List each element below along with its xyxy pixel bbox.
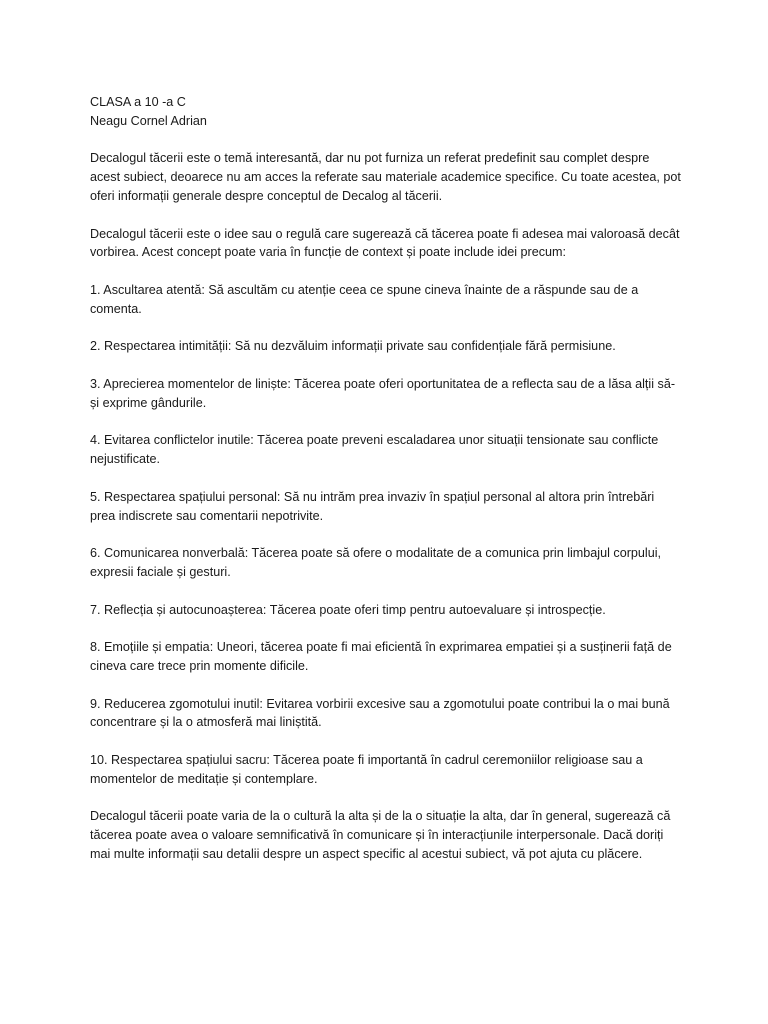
list-item: 5. Respectarea spațiului personal: Să nu intrăm prea invaziv în spațiul personal al altora prin întrebări prea indiscrete sau comentarii nepotrivite.: [90, 489, 655, 523]
conclusion-paragraph: Decalogul tăcerii poate varia de la o cultură la alta și de la o situație la alta, dar în general, sugerează că tăcerea poate avea o valoare semnificativă în comunicare și în interacțiunile interpersonale. Dacă doriți mai multe informații sau detalii despre un aspect specific al acestui subiect, vă pot ajuta cu plăcere.: [90, 809, 671, 861]
author-line: Neagu Cornel Adrian: [90, 113, 207, 128]
list-item: 8. Emoțiile și empatia: Uneori, tăcerea poate fi mai eficientă în exprimarea empatiei și a susținerii față de cineva care trece prin momente dificile.: [90, 640, 672, 673]
class-line: CLASA a 10 -a C: [90, 95, 186, 109]
intro-paragraph-2: Decalogul tăcerii este o idee sau o regulă care sugerează că tăcerea poate fi adesea mai valoroasă decât vorbirea. Acest concept poate varia în funcție de context și poate include idei precum:: [90, 226, 680, 260]
list-item: 10. Respectarea spațiului sacru: Tăcerea poate fi importantă în cadrul ceremoniilor religioase sau a momentelor de meditație și contemplare.: [90, 752, 643, 786]
list-item: 6. Comunicarea nonverbală: Tăcerea poate să ofere o modalitate de a comunica prin limbajul corpului, expresii faciale și gesturi.: [90, 546, 662, 579]
list-item: 9. Reducerea zgomotului inutil: Evitarea vorbirii excesive sau a zgomotului poate contribui la o mai bună concentrare și la o atmosferă mai liniștită.: [90, 696, 670, 730]
list-item: 3. Aprecierea momentelor de liniște: Tăcerea poate oferi oportunitatea de a reflecta sau de a lăsa alții să- și exprime gândurile.: [90, 376, 676, 410]
list-item: 4. Evitarea conflictelor inutile: Tăcerea poate preveni escaladarea unor situații tensionate sau conflicte nejustificate.: [90, 433, 659, 467]
list-item: 7. Reflecția și autocunoașterea: Tăcerea poate oferi timp pentru autoevaluare și introspecție.: [90, 602, 606, 617]
list-item: 2. Respectarea intimității: Să nu dezvăluim informații private sau confidențiale fără permisiune.: [90, 339, 616, 354]
list-item: 1. Ascultarea atentă: Să ascultăm cu atenție ceea ce spune cineva înainte de a răspunde sau de a comenta.: [90, 282, 639, 316]
decalog-list: [90, 281, 698, 789]
intro-paragraph-1: Decalogul tăcerii este o temă interesantă, dar nu pot furniza un referat predefinit sau complet despre acest subiect, deoarece nu am acces la referate sau materiale academice specifice. Cu toate acestea, pot oferi informații generale despre conceptul de Decalog al tăcerii.: [90, 151, 681, 203]
